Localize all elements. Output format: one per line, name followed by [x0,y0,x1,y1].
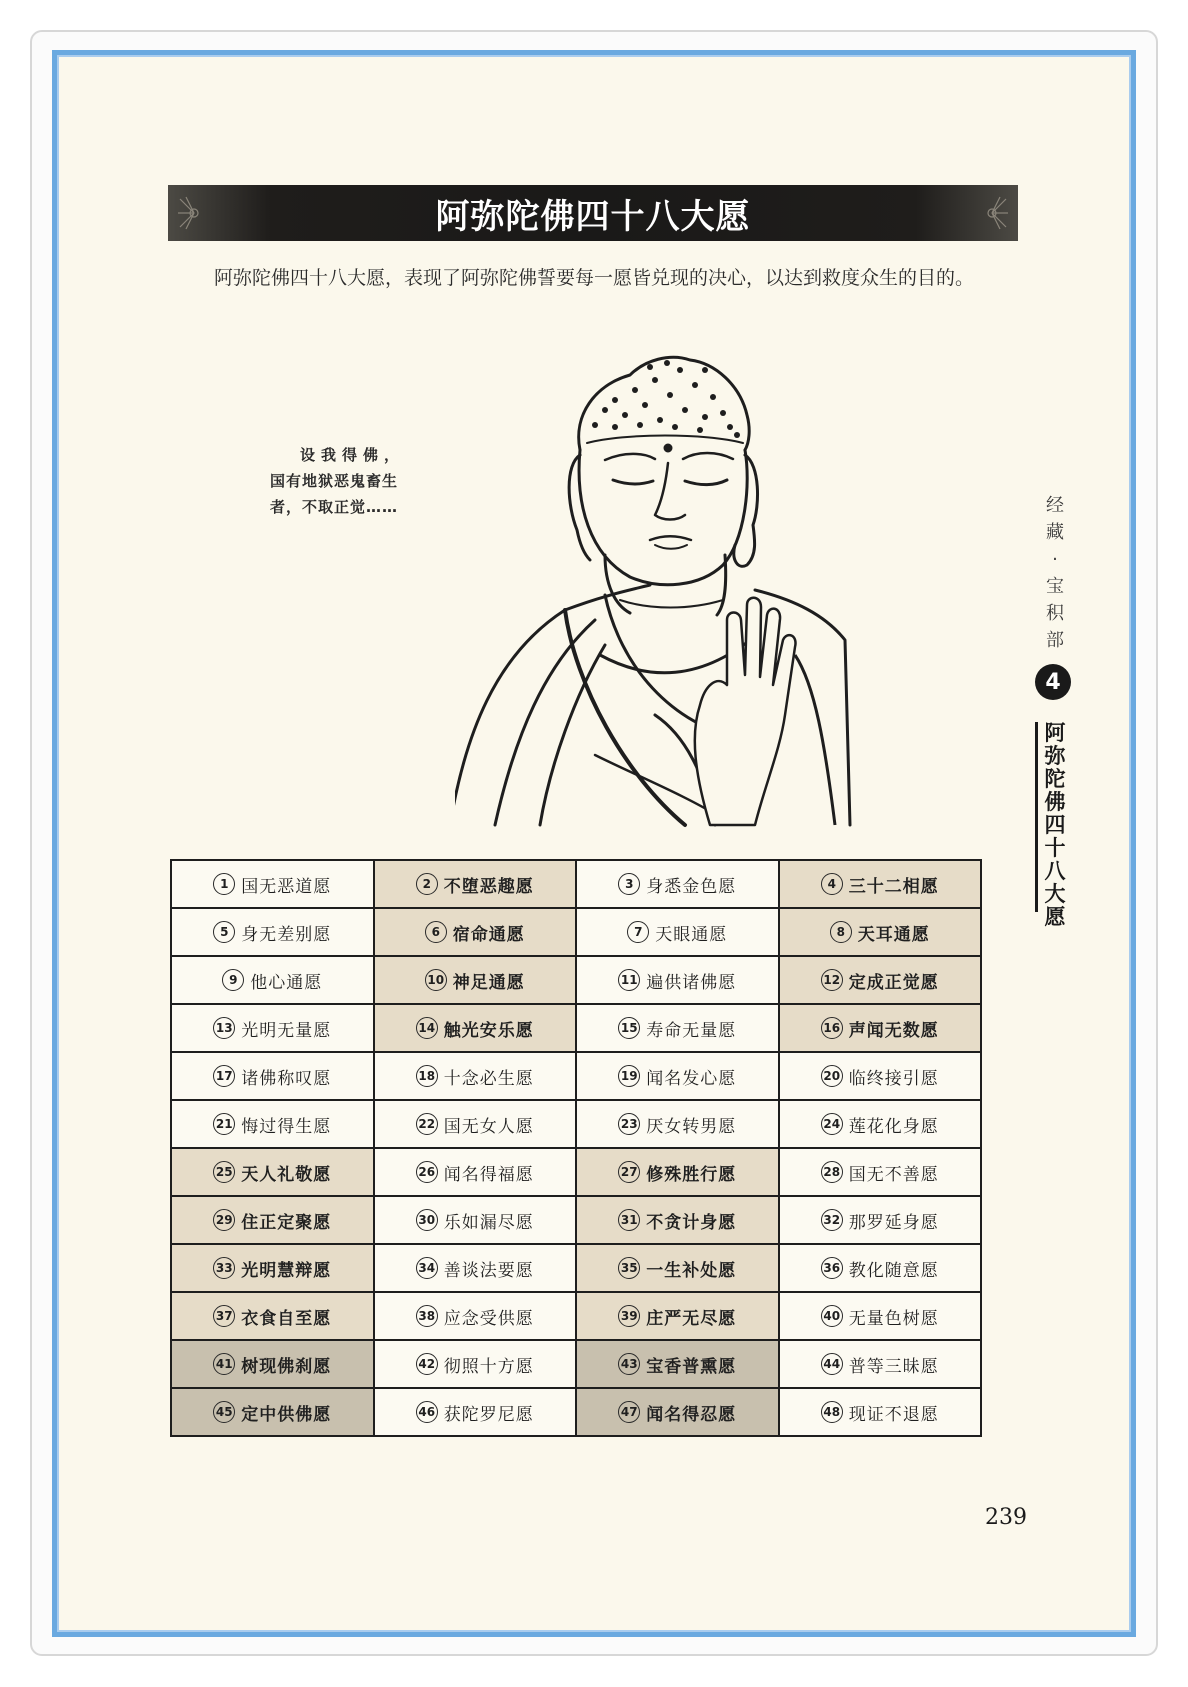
vow-cell [576,860,779,908]
vow-cell [779,1244,982,1292]
vow-number: 36 [821,1257,843,1279]
vow-number: 2 [416,873,438,895]
vow-cell [779,1388,982,1436]
vow-cell [374,860,577,908]
section-char: 八 [1044,859,1066,883]
left-ornament-icon [178,195,210,231]
vow-name: 神足通愿 [452,972,525,993]
vow-name: 临终接引愿 [848,1068,939,1089]
vow-name: 天眼通愿 [655,924,728,945]
series-char: 部 [1046,630,1064,651]
vow-name: 不贪计身愿 [646,1212,737,1233]
vow-number: 19 [618,1065,640,1087]
vow-number: 7 [627,921,649,943]
table-row [171,1100,981,1148]
table-row [171,1388,981,1436]
vow-number: 17 [213,1065,235,1087]
speech-text [270,442,435,520]
section-char: 十 [1044,836,1066,860]
vow-number: 11 [618,969,640,991]
vow-name: 树现佛刹愿 [241,1356,332,1377]
vow-cell [779,1196,982,1244]
vow-cell [374,1340,577,1388]
vow-cell [171,860,374,908]
speech-line: 者，不取正觉…… [270,498,399,516]
chapter-badge: 4 [1035,664,1071,700]
vow-cell [576,1196,779,1244]
section-char: 大 [1044,882,1066,906]
vow-number: 28 [821,1161,843,1183]
vow-name: 诸佛称叹愿 [241,1068,332,1089]
vow-cell [171,1100,374,1148]
speech-line: 设我得佛， [299,446,405,464]
series-char: 宝 [1046,576,1064,597]
vow-cell [779,1004,982,1052]
vow-cell [374,1292,577,1340]
vow-cell [576,956,779,1004]
section-char: 四 [1044,813,1066,837]
page-title: 阿弥陀佛四十八大愿 [435,196,751,237]
vow-number: 44 [821,1353,843,1375]
vow-cell [171,1148,374,1196]
vow-cell [576,1100,779,1148]
vow-number: 22 [416,1113,438,1135]
vow-number: 10 [425,969,447,991]
vow-number: 43 [618,1353,640,1375]
vow-name: 定中供佛愿 [241,1404,332,1425]
vow-name: 一生补处愿 [646,1260,737,1281]
vow-cell [171,1052,374,1100]
vow-name: 光明慧辩愿 [241,1260,332,1281]
vow-cell [171,1004,374,1052]
vow-number: 46 [416,1401,438,1423]
table-row [171,860,981,908]
vow-name: 国无恶道愿 [241,876,332,897]
vow-cell [374,1004,577,1052]
vow-cell [779,1100,982,1148]
speech-line: 国有地狱恶鬼畜生 [270,472,399,490]
vow-number: 40 [821,1305,843,1327]
series-char: 藏 [1046,522,1064,543]
vow-name: 应念受供愿 [443,1308,534,1329]
vow-name: 住正定聚愿 [241,1212,332,1233]
vow-number: 16 [821,1017,843,1039]
vow-name: 身悉金色愿 [646,876,737,897]
table-row [171,1052,981,1100]
vow-number: 15 [618,1017,640,1039]
vow-name: 宝香普熏愿 [646,1356,737,1377]
vow-number: 20 [821,1065,843,1087]
vow-name: 三十二相愿 [848,876,939,897]
vow-name: 定成正觉愿 [848,972,939,993]
vow-cell [374,908,577,956]
vow-name: 遍供诸佛愿 [646,972,737,993]
vow-cell [576,1340,779,1388]
section-char: 陀 [1044,767,1066,791]
vow-name: 修殊胜行愿 [646,1164,737,1185]
vow-name: 闻名得忍愿 [646,1404,737,1425]
vow-number: 21 [213,1113,235,1135]
vow-number: 39 [618,1305,640,1327]
vow-number: 47 [618,1401,640,1423]
vow-name: 莲花化身愿 [848,1116,939,1137]
vow-number: 30 [416,1209,438,1231]
table-row [171,1004,981,1052]
vow-name: 普等三昧愿 [848,1356,939,1377]
vow-cell [779,860,982,908]
vow-name: 国无女人愿 [443,1116,534,1137]
table-row [171,1244,981,1292]
vow-name: 现证不退愿 [848,1404,939,1425]
vow-number: 37 [213,1305,235,1327]
vow-number: 9 [222,969,244,991]
vow-cell [576,1388,779,1436]
title-banner [168,185,1018,241]
vow-name: 触光安乐愿 [443,1020,534,1041]
vow-name: 乐如漏尽愿 [443,1212,534,1233]
vow-cell [576,1004,779,1052]
vow-number: 38 [416,1305,438,1327]
vow-number: 24 [821,1113,843,1135]
vow-number: 14 [416,1017,438,1039]
vow-name: 十念必生愿 [443,1068,534,1089]
vow-cell [779,1052,982,1100]
vow-cell [171,1196,374,1244]
vow-name: 国无不善愿 [848,1164,939,1185]
vow-name: 庄严无尽愿 [646,1308,737,1329]
page-number: 239 [985,1505,1027,1530]
vow-name: 获陀罗尼愿 [443,1404,534,1425]
section-label [1035,722,1075,929]
vow-number: 41 [213,1353,235,1375]
vow-number: 3 [618,873,640,895]
vow-number: 32 [821,1209,843,1231]
series-char: 经 [1046,495,1064,516]
vow-cell [779,1292,982,1340]
vow-number: 1 [213,873,235,895]
vow-name: 厌女转男愿 [646,1116,737,1137]
table-row [171,1292,981,1340]
table-row [171,908,981,956]
vow-cell [576,1052,779,1100]
vow-cell [779,1148,982,1196]
vow-number: 29 [213,1209,235,1231]
table-row [171,1148,981,1196]
vow-name: 闻名发心愿 [646,1068,737,1089]
vow-name: 宿命通愿 [452,924,525,945]
vow-name: 彻照十方愿 [443,1356,534,1377]
vow-number: 6 [425,921,447,943]
buddha-illustration [455,355,865,835]
vow-name: 那罗延身愿 [848,1212,939,1233]
vow-number: 45 [213,1401,235,1423]
table-row [171,1340,981,1388]
vow-cell [374,1052,577,1100]
vow-name: 闻名得福愿 [443,1164,534,1185]
vow-cell [779,956,982,1004]
table-row [171,1196,981,1244]
vow-number: 23 [618,1113,640,1135]
vow-name: 身无差别愿 [241,924,332,945]
vow-cell [576,1292,779,1340]
section-char: 愿 [1044,905,1066,929]
vow-number: 4 [821,873,843,895]
vow-name: 善谈法要愿 [443,1260,534,1281]
vow-number: 34 [416,1257,438,1279]
vow-number: 26 [416,1161,438,1183]
vow-number: 27 [618,1161,640,1183]
vow-cell [779,908,982,956]
vows-table [170,859,982,1437]
vow-cell [374,1196,577,1244]
vow-name: 天人礼敬愿 [241,1164,332,1185]
vow-cell [576,1148,779,1196]
section-char: 阿 [1044,721,1066,745]
table-row [171,956,981,1004]
vow-cell [374,1388,577,1436]
section-char: 弥 [1044,744,1066,768]
vow-name: 声闻无数愿 [848,1020,939,1041]
vow-name: 无量色树愿 [848,1308,939,1329]
vow-cell [171,908,374,956]
vow-number: 25 [213,1161,235,1183]
vow-number: 31 [618,1209,640,1231]
vow-number: 13 [213,1017,235,1039]
vow-cell [576,1244,779,1292]
vow-name: 教化随意愿 [848,1260,939,1281]
vow-name: 衣食自至愿 [241,1308,332,1329]
vow-cell [171,956,374,1004]
vow-name: 天耳通愿 [857,924,930,945]
vow-cell [779,1340,982,1388]
vow-cell [171,1292,374,1340]
vow-name: 不堕恶趣愿 [443,876,534,897]
vow-name: 寿命无量愿 [646,1020,737,1041]
vow-number: 18 [416,1065,438,1087]
vow-name: 悔过得生愿 [241,1116,332,1137]
vow-number: 48 [821,1401,843,1423]
vow-number: 33 [213,1257,235,1279]
vow-name: 光明无量愿 [241,1020,332,1041]
vow-cell [374,956,577,1004]
vow-cell [576,908,779,956]
vow-number: 42 [416,1353,438,1375]
vow-cell [374,1244,577,1292]
vow-number: 8 [830,921,852,943]
vow-number: 12 [821,969,843,991]
vow-number: 5 [213,921,235,943]
vow-cell [374,1100,577,1148]
vow-cell [374,1148,577,1196]
vow-cell [171,1244,374,1292]
series-label [1035,492,1075,654]
right-ornament-icon [976,195,1008,231]
vow-name: 他心通愿 [250,972,323,993]
vow-number: 35 [618,1257,640,1279]
vow-cell [171,1340,374,1388]
series-char: · [1052,549,1058,570]
vow-cell [171,1388,374,1436]
section-char: 佛 [1044,790,1066,814]
series-char: 积 [1046,603,1064,624]
intro-paragraph: 阿弥陀佛四十八大愿，表现了阿弥陀佛誓要每一愿皆兑现的决心，以达到救度众生的目的。 [214,267,975,289]
